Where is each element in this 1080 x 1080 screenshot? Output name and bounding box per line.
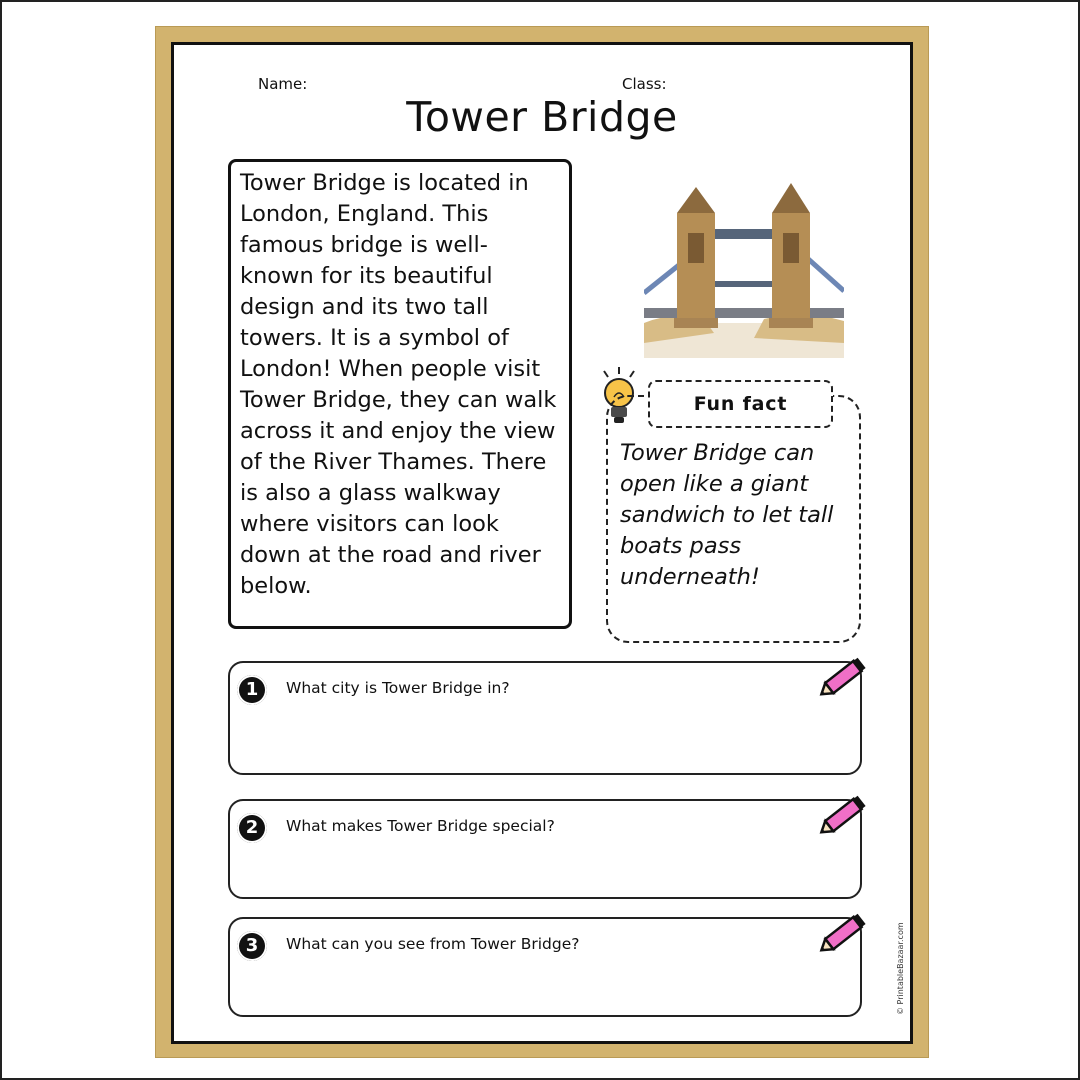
credit-text: © PrintableBazaar.com	[896, 922, 905, 1015]
question-number-3: 3	[237, 931, 267, 961]
worksheet	[171, 42, 913, 1044]
question-text-3: What can you see from Tower Bridge?	[286, 935, 580, 953]
class-label: Class:	[622, 75, 667, 93]
fun-fact-text: Tower Bridge can open like a giant sandwich to let tall boats pass underneath!	[620, 440, 834, 590]
worksheet-border	[155, 26, 929, 1058]
question-text-2: What makes Tower Bridge special?	[286, 817, 555, 835]
question-box-2[interactable]	[228, 799, 862, 899]
fun-fact-label: Fun fact	[648, 380, 833, 428]
pencil-icon	[816, 911, 870, 957]
tower-bridge-illustration	[644, 173, 844, 358]
story-text: Tower Bridge is located in London, England. This famous bridge is well-known for its beautiful design and its two tall towers. It is a symbol of London! When people visit Tower Bridge, they can walk across it and enjoy the view of the River Thames. There is also a glass walkway where visitors can look down at the road and river below.	[228, 159, 572, 629]
question-text-1: What city is Tower Bridge in?	[286, 679, 510, 697]
question-box-3[interactable]	[228, 917, 862, 1017]
question-box-1[interactable]	[228, 661, 862, 775]
question-number-2: 2	[237, 813, 267, 843]
name-label: Name:	[258, 75, 308, 93]
page-title: Tower Bridge	[406, 93, 678, 141]
pencil-icon	[816, 793, 870, 839]
question-number-1: 1	[237, 675, 267, 705]
pencil-icon	[816, 655, 870, 701]
